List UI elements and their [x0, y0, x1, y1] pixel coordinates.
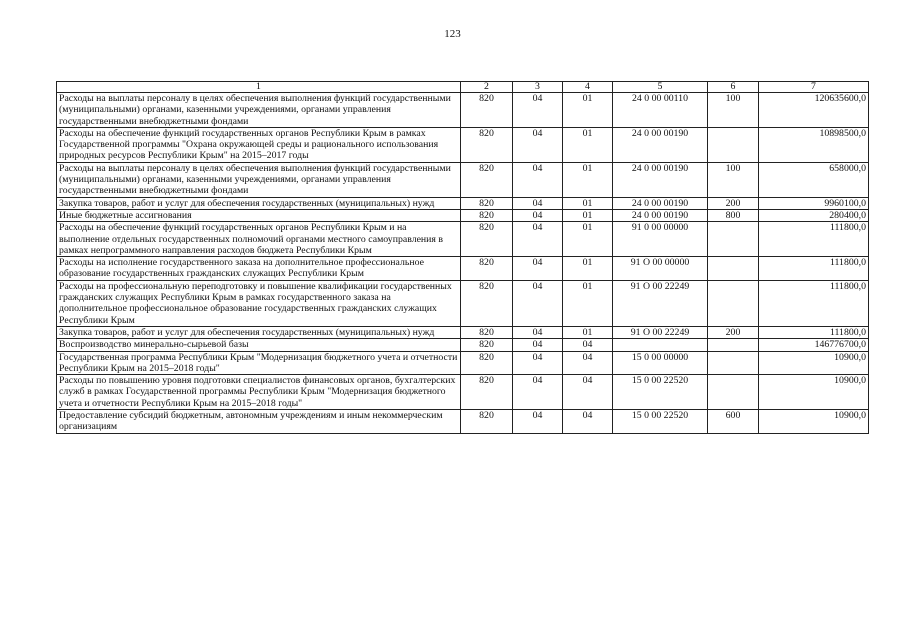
- row-section: 04: [513, 326, 563, 338]
- budget-table: [56, 81, 869, 434]
- row-subsection: 01: [563, 222, 613, 257]
- row-target-code: 15 0 00 22520: [613, 375, 708, 410]
- table-row: [57, 127, 869, 162]
- row-subsection: 01: [563, 257, 613, 281]
- table-row: [57, 375, 869, 410]
- row-description: Расходы на выплаты персоналу в целях обеспечения выполнения функций государственными (муниципальными) органами, казенными учреждениями, органами управления государственными внебюджетными фондами: [57, 93, 461, 128]
- row-expense-type: [708, 280, 759, 326]
- table-row: [57, 339, 869, 351]
- table-row: [57, 93, 869, 128]
- row-admin-code: 820: [461, 93, 513, 128]
- row-section: 04: [513, 339, 563, 351]
- table-row: [57, 209, 869, 221]
- column-header: 4: [563, 82, 613, 93]
- page-number: 123: [444, 28, 461, 40]
- row-target-code: 91 О 00 00000: [613, 257, 708, 281]
- row-description: Воспроизводство минерально-сырьевой базы: [57, 339, 461, 351]
- row-amount: 280400,0: [759, 209, 869, 221]
- row-subsection: 01: [563, 197, 613, 209]
- column-header: 2: [461, 82, 513, 93]
- row-description: Расходы на обеспечение функций государственных органов Республики Крым в рамках Государственной программы "Охрана окружающей среды и рационального использования природных ресурсов Республики Крым" на 2015–2017 годы: [57, 127, 461, 162]
- row-amount: 111800,0: [759, 257, 869, 281]
- row-subsection: 04: [563, 375, 613, 410]
- table-row: [57, 351, 869, 375]
- row-target-code: 24 0 00 00190: [613, 127, 708, 162]
- row-target-code: 91 О 00 22249: [613, 280, 708, 326]
- row-description: Расходы на профессиональную переподготовку и повышение квалификации государственных гражданских служащих Республики Крым в рамках государственного заказа на дополнительное профессиональное образование государственных гражданских служащих Республики Крым: [57, 280, 461, 326]
- row-target-code: 15 0 00 22520: [613, 410, 708, 434]
- row-amount: 120635600,0: [759, 93, 869, 128]
- row-description: Расходы по повышению уровня подготовки специалистов финансовых органов, бухгалтерских служб в рамках Государственной программы Республики Крым "Модернизация бюджетного учета и отчетности Республики Крым на 2015–2018 годы": [57, 375, 461, 410]
- row-admin-code: 820: [461, 209, 513, 221]
- row-amount: 111800,0: [759, 326, 869, 338]
- table-row: [57, 280, 869, 326]
- row-admin-code: 820: [461, 222, 513, 257]
- row-subsection: 04: [563, 351, 613, 375]
- row-description: Иные бюджетные ассигнования: [57, 209, 461, 221]
- row-subsection: 01: [563, 93, 613, 128]
- row-section: 04: [513, 351, 563, 375]
- row-expense-type: 600: [708, 410, 759, 434]
- row-section: 04: [513, 222, 563, 257]
- column-header: 5: [613, 82, 708, 93]
- row-admin-code: 820: [461, 375, 513, 410]
- row-target-code: 24 0 00 00190: [613, 197, 708, 209]
- row-expense-type: 200: [708, 197, 759, 209]
- row-description: Расходы на выплаты персоналу в целях обеспечения выполнения функций государственными (муниципальными) органами, казенными учреждениями, органами управления государственными внебюджетными фондами: [57, 162, 461, 197]
- row-description: Закупка товаров, работ и услуг для обеспечения государственных (муниципальных) нужд: [57, 197, 461, 209]
- row-subsection: 01: [563, 280, 613, 326]
- row-target-code: [613, 339, 708, 351]
- row-target-code: 91 О 00 22249: [613, 326, 708, 338]
- row-section: 04: [513, 127, 563, 162]
- row-description: Закупка товаров, работ и услуг для обеспечения государственных (муниципальных) нужд: [57, 326, 461, 338]
- row-amount: 10900,0: [759, 375, 869, 410]
- row-expense-type: [708, 375, 759, 410]
- row-admin-code: 820: [461, 339, 513, 351]
- table-header-row: [57, 82, 869, 93]
- row-amount: 10898500,0: [759, 127, 869, 162]
- column-header: 3: [513, 82, 563, 93]
- row-amount: 10900,0: [759, 410, 869, 434]
- row-admin-code: 820: [461, 162, 513, 197]
- table-row: [57, 410, 869, 434]
- row-amount: 658000,0: [759, 162, 869, 197]
- row-admin-code: 820: [461, 257, 513, 281]
- row-subsection: 04: [563, 410, 613, 434]
- row-description: Предоставление субсидий бюджетным, автономным учреждениям и иным некоммерческим организациям: [57, 410, 461, 434]
- row-target-code: 24 0 00 00190: [613, 162, 708, 197]
- table-row: [57, 326, 869, 338]
- row-section: 04: [513, 93, 563, 128]
- row-description: Расходы на обеспечение функций государственных органов Республики Крым и на выполнение отдельных государственных полномочий органами местного самоуправления в рамках непрограммного направления расходов бюджета Республики Крым: [57, 222, 461, 257]
- row-subsection: 01: [563, 127, 613, 162]
- column-header: 1: [57, 82, 461, 93]
- row-subsection: 04: [563, 339, 613, 351]
- column-header: 7: [759, 82, 869, 93]
- row-amount: 111800,0: [759, 222, 869, 257]
- row-expense-type: [708, 339, 759, 351]
- column-header: 6: [708, 82, 759, 93]
- row-target-code: 24 0 00 00190: [613, 209, 708, 221]
- table-row: [57, 162, 869, 197]
- row-section: 04: [513, 257, 563, 281]
- row-expense-type: [708, 127, 759, 162]
- table-row: [57, 197, 869, 209]
- row-amount: 9960100,0: [759, 197, 869, 209]
- row-section: 04: [513, 197, 563, 209]
- row-admin-code: 820: [461, 197, 513, 209]
- row-admin-code: 820: [461, 351, 513, 375]
- row-amount: 146776700,0: [759, 339, 869, 351]
- row-subsection: 01: [563, 326, 613, 338]
- row-description: Расходы на исполнение государственного заказа на дополнительное профессиональное образование государственных гражданских служащих Республики Крым: [57, 257, 461, 281]
- row-subsection: 01: [563, 162, 613, 197]
- row-description: Государственная программа Республики Крым "Модернизация бюджетного учета и отчетности Республики Крым на 2015–2018 годы": [57, 351, 461, 375]
- row-admin-code: 820: [461, 280, 513, 326]
- row-section: 04: [513, 209, 563, 221]
- table-row: [57, 222, 869, 257]
- row-amount: 10900,0: [759, 351, 869, 375]
- row-target-code: 15 0 00 00000: [613, 351, 708, 375]
- row-expense-type: 800: [708, 209, 759, 221]
- row-target-code: 24 0 00 00110: [613, 93, 708, 128]
- row-target-code: 91 0 00 00000: [613, 222, 708, 257]
- row-expense-type: [708, 351, 759, 375]
- row-admin-code: 820: [461, 410, 513, 434]
- row-expense-type: [708, 257, 759, 281]
- row-expense-type: 100: [708, 93, 759, 128]
- row-subsection: 01: [563, 209, 613, 221]
- row-expense-type: [708, 222, 759, 257]
- row-section: 04: [513, 280, 563, 326]
- row-amount: 111800,0: [759, 280, 869, 326]
- row-expense-type: 200: [708, 326, 759, 338]
- row-section: 04: [513, 375, 563, 410]
- row-expense-type: 100: [708, 162, 759, 197]
- row-admin-code: 820: [461, 127, 513, 162]
- row-admin-code: 820: [461, 326, 513, 338]
- row-section: 04: [513, 410, 563, 434]
- row-section: 04: [513, 162, 563, 197]
- table-row: [57, 257, 869, 281]
